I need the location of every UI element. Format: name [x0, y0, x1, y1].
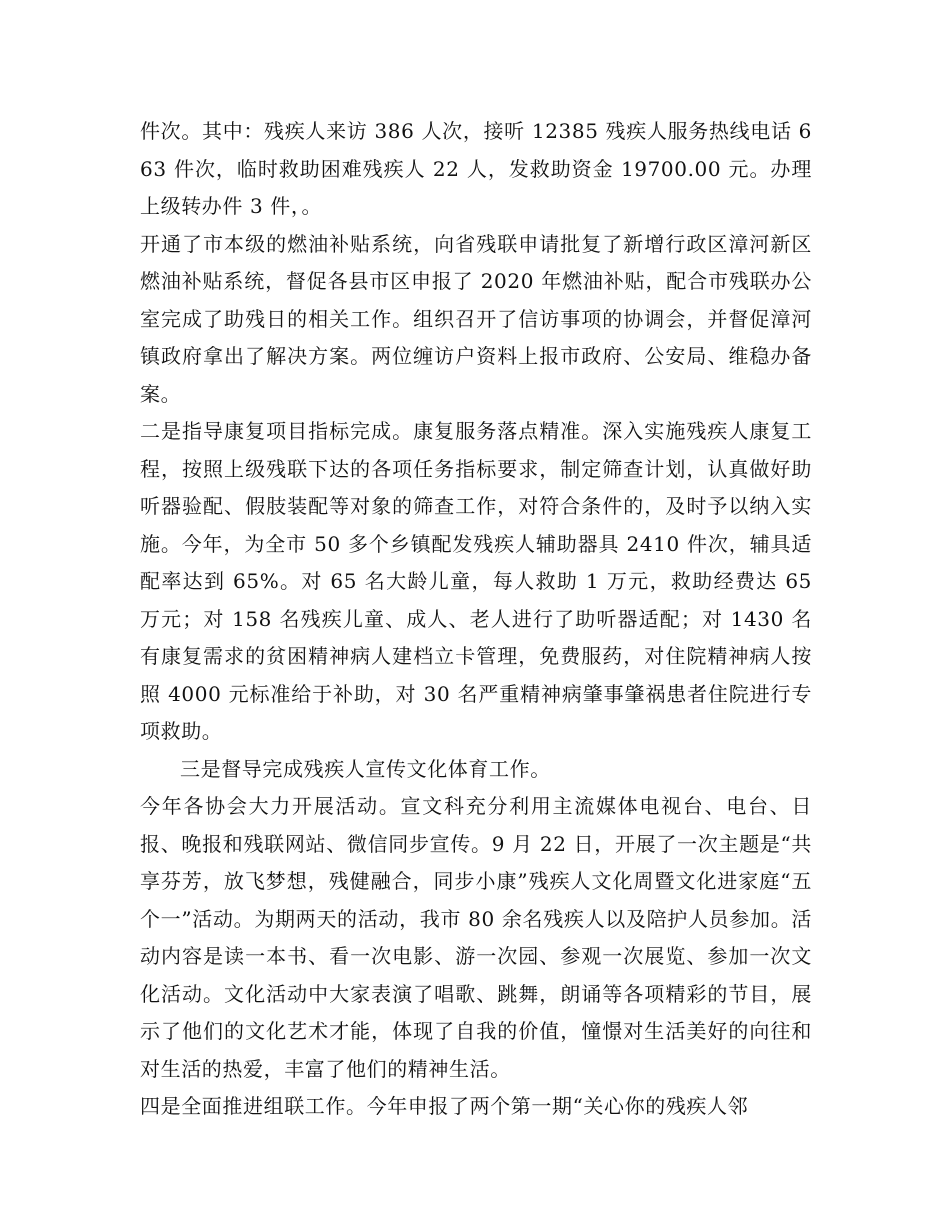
- paragraph-fuel-subsidy: 开通了市本级的燃油补贴系统，向省残联申请批复了新增行政区漳河新区燃油补贴系统，督促各县市区申报了 2020 年燃油补贴，配合市残联办公室完成了助残日的相关工作。组织召开了信访事项的协调会，并督促漳河镇政府拿出了解决方案。两位缠访户资料上报市政府、公安局、维稳办备案。: [140, 231, 812, 406]
- document-body: [140, 113, 812, 1126]
- paragraph-service-stats: 件次。其中：残疾人来访 386 人次，接听 12385 残疾人服务热线电话 663 件次，临时救助困难残疾人 22 人，发救助资金 19700.00 元。办理上级转办件 3 件，。: [140, 119, 812, 218]
- paragraph-culture-heading: 三是督导完成残疾人宣传文化体育工作。: [180, 756, 551, 781]
- paragraph-culture-activities: 今年各协会大力开展活动。宣文科充分利用主流媒体电视台、电台、日报、晚报和残联网站、微信同步宣传。9 月 22 日，开展了一次主题是“共享芬芳，放飞梦想，残健融合，同步小康”残疾人文化周暨文化进家庭“五个一”活动。为期两天的活动，我市 80 余名残疾人以及陪护人员参加。活动内容是读一本书、看一次电影、游一次园、参观一次展览、参加一次文化活动。文化活动中大家表演了唱歌、跳舞，朗诵等各项精彩的节目，展示了他们的文化艺术才能，体现了自我的价值，憧憬对生活美好的向往和对生活的热爱，丰富了他们的精神生活。: [140, 794, 812, 1081]
- paragraph-rehabilitation: 二是指导康复项目指标完成。康复服务落点精准。深入实施残疾人康复工程，按照上级残联下达的各项任务指标要求，制定筛查计划，认真做好助听器验配、假肢装配等对象的筛查工作，对符合条件的，及时予以纳入实施。今年，为全市 50 多个乡镇配发残疾人辅助器具 2410 件次，辅具适配率达到 65%。对 65 名大龄儿童，每人救助 1 万元，救助经费达 65 万元；对 158 名残疾儿童、成人、老人进行了助听器适配；对 1430 名有康复需求的贫困精神病人建档立卡管理，免费服药，对住院精神病人按照 4000 元标准给于补助，对 30 名严重精神病肇事肇祸患者住院进行专项救助。: [140, 419, 812, 743]
- paragraph-organization-work: 四是全面推进组联工作。今年申报了两个第一期“关心你的残疾人邻: [140, 1094, 749, 1118]
